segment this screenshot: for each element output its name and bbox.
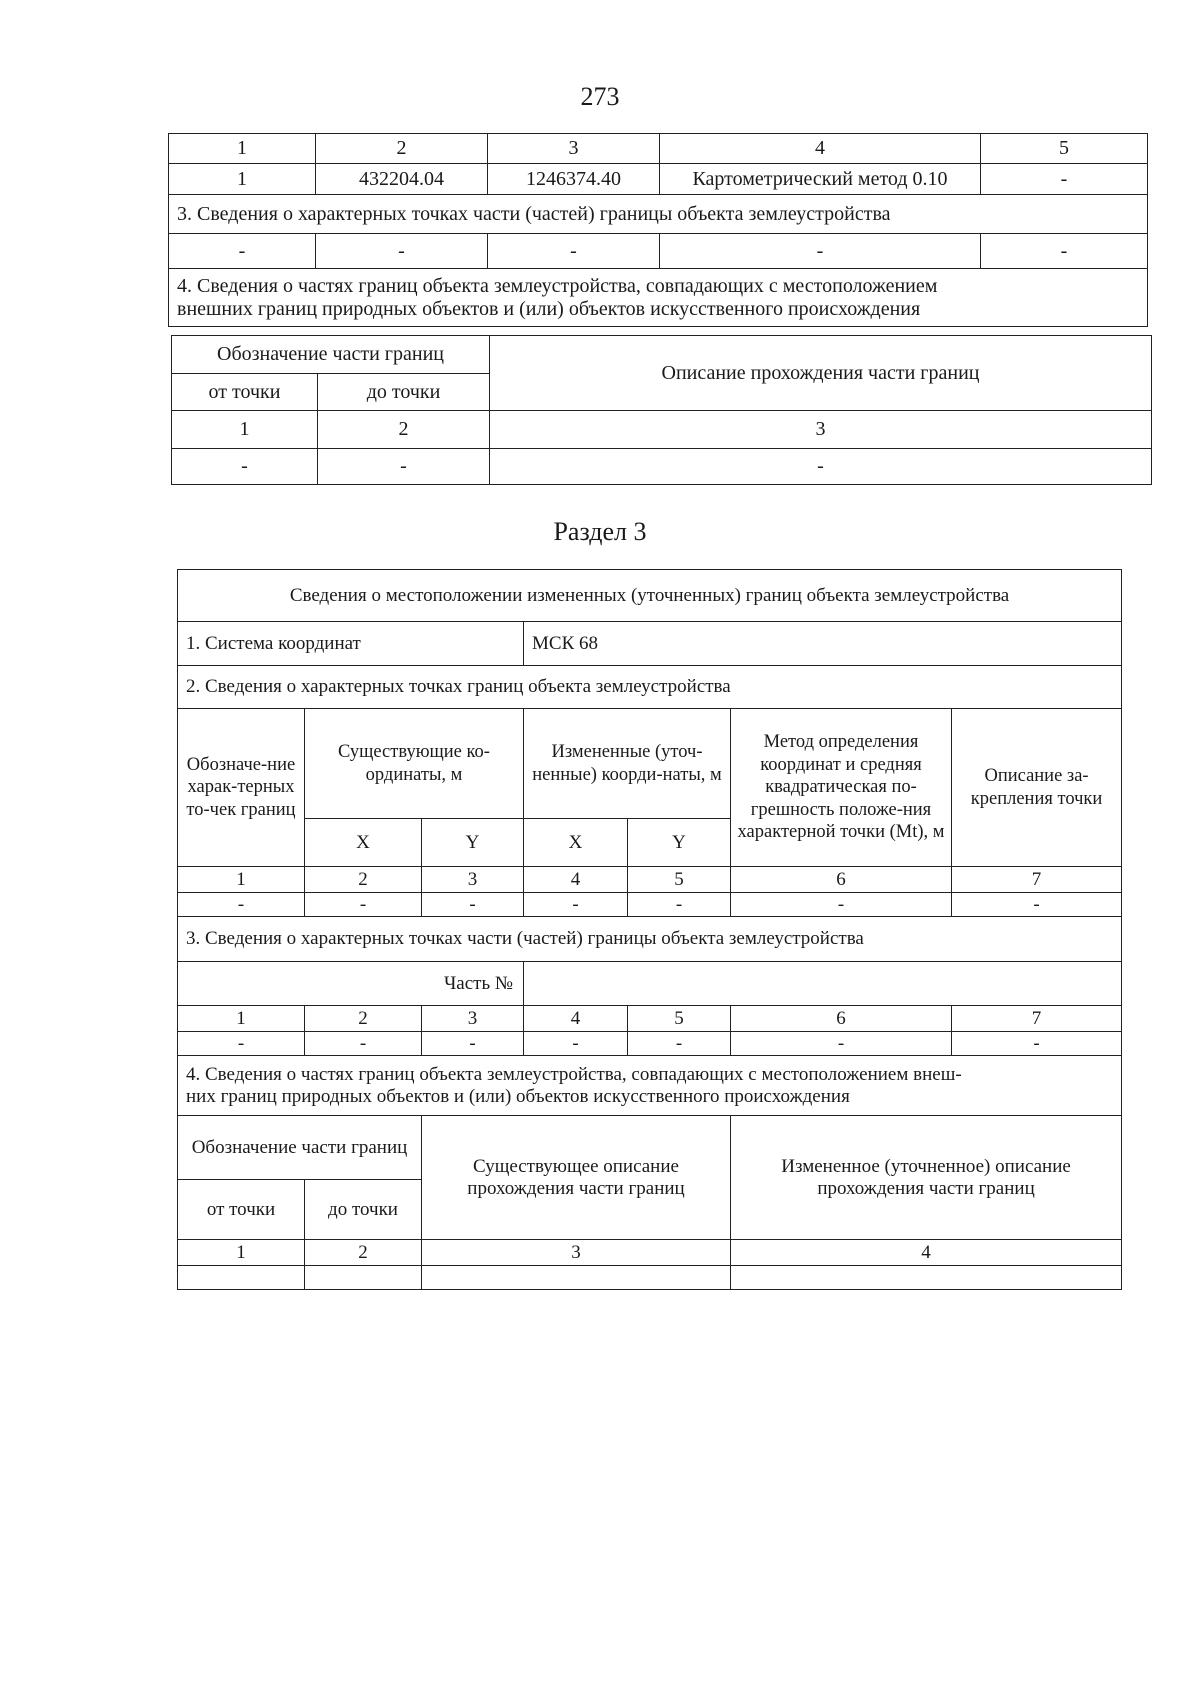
table-header: X [305,819,422,867]
table-cell: - [660,234,981,269]
table-row [169,195,1148,234]
table-cell: 3 [422,1006,524,1032]
table-header: до точки [318,374,490,411]
table-cell: 4 [731,1240,1122,1266]
table-cell: - [628,1032,731,1056]
table-cell: - [981,164,1148,195]
table-cell: 7 [952,1006,1122,1032]
table-cell [731,1266,1122,1290]
table-cell: 1 [178,1240,305,1266]
table-row [178,867,1122,893]
table-row [169,134,1148,164]
heading-line: внешних границ природных объектов и (или) объектов искусственного происхождения [177,297,921,320]
table-cell: - [305,893,422,917]
table-cell: 3 [422,1240,731,1266]
natural-boundaries-table [171,335,1152,485]
table-cell: - [490,449,1152,485]
table-cell: 3 [422,867,524,893]
table-cell: 1 [178,867,305,893]
table-row [172,449,1152,485]
table-cell: 7 [952,867,1122,893]
coordinates-table-continued [168,133,1148,327]
table-header: Описание прохождения части границ [490,336,1152,411]
page-number: 273 [580,82,620,111]
table-row [178,1032,1122,1056]
table-header: Y [628,819,731,867]
table-cell: - [731,1032,952,1056]
table-header: от точки [178,1180,305,1240]
table-header: Измененное (уточненное) описание прохождения части границ [731,1116,1122,1240]
table-header: до точки [305,1180,422,1240]
table-header: X [524,819,628,867]
coord-system-label: 1. Система координат [178,622,524,666]
table-row [178,1006,1122,1032]
section-heading: 3. Сведения о характерных точках части (частей) границы объекта землеустройства [178,917,1122,962]
table-cell: 2 [305,1240,422,1266]
coord-system-value: МСК 68 [524,622,1122,666]
table-header: Измененные (уточ-ненные) коорди-наты, м [524,709,731,819]
table-cell [422,1266,731,1290]
table-row [178,1240,1122,1266]
table-cell: - [731,893,952,917]
table-header: Метод определения координат и средняя квадратическая по-грешность положе-ния характерной точки (Mt), м [731,709,952,867]
table-header: Y [422,819,524,867]
table-cell: 1 [178,1006,305,1032]
table-cell: - [305,1032,422,1056]
table-row [178,1266,1122,1290]
table-row [178,570,1122,622]
table-cell: 4 [660,134,981,164]
table-header: Существующие ко-ординаты, м [305,709,524,819]
table-cell: - [172,449,318,485]
heading-line: них границ природных объектов и (или) объектов искусственного происхождения [186,1085,850,1107]
table-cell: 4 [524,867,628,893]
table-cell: 1 [169,164,316,195]
table-header: Обозначение части границ [172,336,490,374]
table-cell: - [524,893,628,917]
section-heading: 2. Сведения о характерных точках границ объекта землеустройства [178,666,1122,709]
table-cell: 5 [981,134,1148,164]
heading-line: 4. Сведения о частях границ объекта землеустройства, совпадающих с местоположением внеш- [186,1063,962,1085]
table-cell: - [178,1032,305,1056]
table-row [172,411,1152,449]
heading-line: 4. Сведения о частях границ объекта землеустройства, совпадающих с местоположением [177,274,938,297]
table-cell: 1 [172,411,318,449]
table-title: Сведения о местоположении измененных (уточненных) границ объекта землеустройства [178,570,1122,622]
table-row [169,269,1148,327]
table-row [169,164,1148,195]
section-title: Раздел 3 [553,517,647,546]
table-cell: 1 [169,134,316,164]
table-cell [305,1266,422,1290]
table-cell: 432204.04 [316,164,488,195]
table-cell: 1246374.40 [488,164,660,195]
table-row [178,1056,1122,1116]
table-cell: 2 [316,134,488,164]
table-header: Обозначе-ние харак-терных то-чек границ [178,709,305,867]
table-cell: - [981,234,1148,269]
table-header: от точки [172,374,318,411]
table-row [178,917,1122,962]
table-header: Описание за-крепления точки [952,709,1122,867]
section-heading [169,269,1148,327]
table-row [178,893,1122,917]
table-cell: - [178,893,305,917]
table-cell: 4 [524,1006,628,1032]
section-heading: 3. Сведения о характерных точках части (частей) границы объекта землеустройства [169,195,1148,234]
table-row [178,622,1122,666]
table-cell: 6 [731,1006,952,1032]
table-cell: 3 [488,134,660,164]
table-row [169,234,1148,269]
table-cell: - [422,893,524,917]
table-cell: 2 [305,867,422,893]
changed-boundaries-table [177,569,1122,1290]
table-cell: 2 [305,1006,422,1032]
part-number-label: Часть № [178,962,524,1006]
table-row [178,962,1122,1006]
table-row [172,336,1152,374]
table-cell: 5 [628,867,731,893]
table-row [178,1116,1122,1180]
table-header: Существующее описание прохождения части границ [422,1116,731,1240]
table-cell: 2 [318,411,490,449]
table-cell: - [524,1032,628,1056]
part-number-value [524,962,1122,1006]
table-row [178,666,1122,709]
table-cell: - [316,234,488,269]
table-cell: - [628,893,731,917]
table-cell: - [952,1032,1122,1056]
table-cell: - [488,234,660,269]
table-row [178,709,1122,819]
table-cell: 3 [490,411,1152,449]
table-cell: - [952,893,1122,917]
table-cell [178,1266,305,1290]
table-header: Обозначение части границ [178,1116,422,1180]
table-cell: 5 [628,1006,731,1032]
table-cell: - [422,1032,524,1056]
table-cell: - [169,234,316,269]
table-cell: Картометрический метод 0.10 [660,164,981,195]
table-cell: 6 [731,867,952,893]
section-heading [178,1056,1122,1116]
table-cell: - [318,449,490,485]
